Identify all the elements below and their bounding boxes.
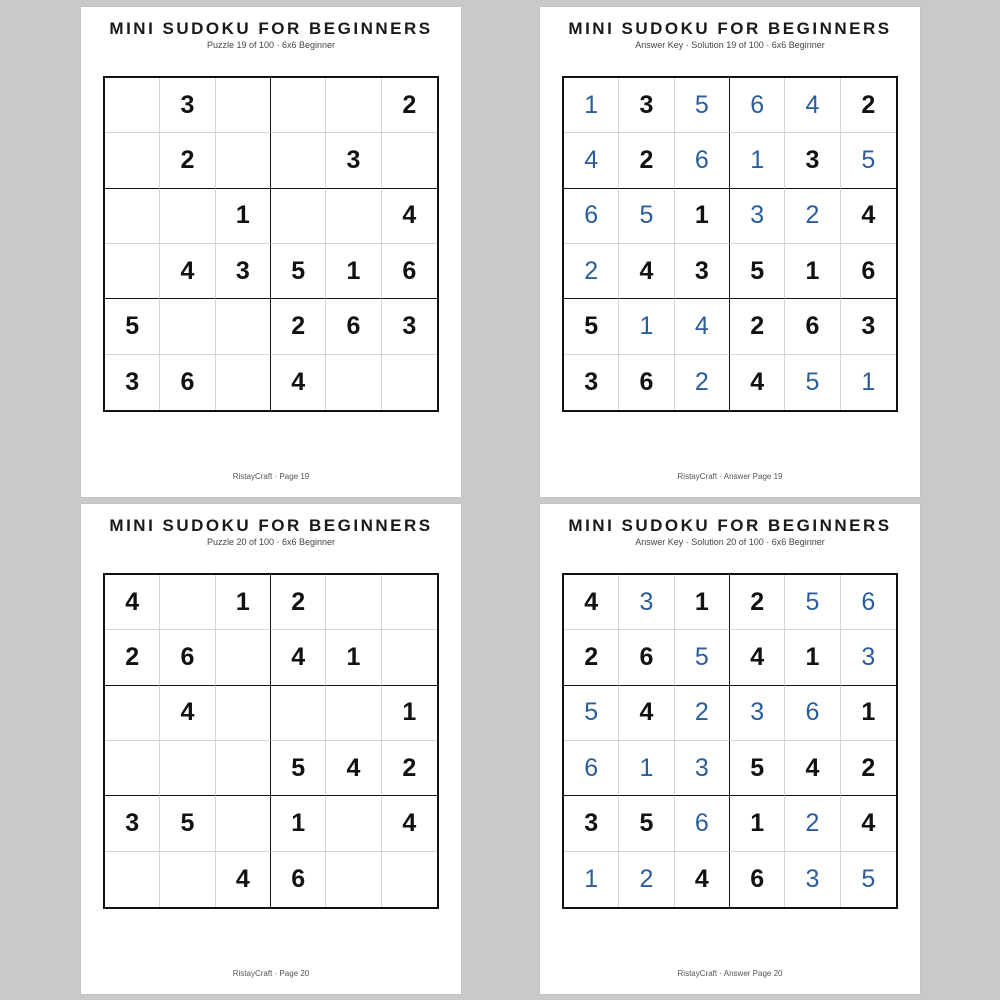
sudoku-cell-r3-c3: 1: [216, 189, 271, 244]
sudoku-grid: [103, 76, 439, 412]
sudoku-cell-r6-c3: 4: [675, 852, 730, 907]
sudoku-cell-r4-c5: 4: [326, 741, 381, 796]
sudoku-cell-r6-c3: 2: [675, 355, 730, 410]
sudoku-cell-r3-c2: 4: [619, 686, 674, 741]
sudoku-cell-r5-c2: [160, 299, 215, 354]
sudoku-cell-r6-c3: [216, 355, 271, 410]
sudoku-cell-r1-c6: 6: [841, 575, 896, 630]
sudoku-cell-r1-c3: 1: [216, 575, 271, 630]
sudoku-cell-r5-c3: 6: [675, 796, 730, 851]
sudoku-cell-r1-c5: [326, 575, 381, 630]
sudoku-cell-r4-c5: 1: [326, 244, 381, 299]
sudoku-cell-r2-c1: 2: [105, 630, 160, 685]
sudoku-cell-r4-c4: 5: [730, 244, 785, 299]
sudoku-cell-r4-c4: 5: [271, 244, 326, 299]
page-footer: RistayCraft · Answer Page 20: [677, 969, 783, 978]
sudoku-cell-r3-c2: 4: [160, 686, 215, 741]
page-footer: RistayCraft · Page 19: [232, 472, 310, 481]
sudoku-cell-r3-c5: [326, 189, 381, 244]
sudoku-cell-r6-c1: 3: [564, 355, 619, 410]
sudoku-cell-r4-c2: 4: [160, 244, 215, 299]
sudoku-cell-r4-c2: 1: [619, 741, 674, 796]
sudoku-cell-r4-c5: 4: [785, 741, 840, 796]
sudoku-cell-r2-c3: 5: [675, 630, 730, 685]
sudoku-cell-r6-c5: 3: [785, 852, 840, 907]
sudoku-cell-r4-c3: 3: [675, 741, 730, 796]
sudoku-cell-r1-c5: 4: [785, 78, 840, 133]
sudoku-cell-r4-c3: [216, 741, 271, 796]
sudoku-cell-r5-c2: 5: [160, 796, 215, 851]
sudoku-cell-r1-c2: 3: [160, 78, 215, 133]
sudoku-cell-r2-c1: 4: [564, 133, 619, 188]
sudoku-cell-r5-c4: 2: [271, 299, 326, 354]
page-title: MINI SUDOKU FOR BEGINNERS: [568, 19, 892, 38]
sudoku-cell-r4-c2: 4: [619, 244, 674, 299]
sudoku-cell-r5-c1: 5: [564, 299, 619, 354]
sudoku-cell-r5-c5: [326, 796, 381, 851]
sudoku-cell-r4-c6: 6: [841, 244, 896, 299]
sudoku-cell-r2-c2: 6: [619, 630, 674, 685]
sudoku-cell-r4-c3: 3: [216, 244, 271, 299]
sudoku-cell-r3-c3: [216, 686, 271, 741]
sudoku-cell-r4-c5: 1: [785, 244, 840, 299]
sudoku-cell-r1-c1: 4: [564, 575, 619, 630]
sudoku-cell-r4-c3: 3: [675, 244, 730, 299]
sudoku-cell-r5-c3: 4: [675, 299, 730, 354]
sudoku-cell-r4-c6: 2: [841, 741, 896, 796]
sudoku-grid: [103, 573, 439, 909]
sudoku-cell-r2-c4: [271, 133, 326, 188]
sudoku-cell-r5-c1: 3: [564, 796, 619, 851]
sudoku-cell-r1-c3: [216, 78, 271, 133]
sudoku-cell-r6-c6: 1: [861, 367, 876, 396]
sudoku-cell-r2-c4: 4: [730, 630, 785, 685]
sudoku-cell-r2-c3: [216, 630, 271, 685]
sudoku-cell-r4-c6: 6: [382, 244, 437, 299]
sudoku-cell-r6-c1: 3: [105, 355, 160, 410]
sudoku-cell-r5-c5: 6: [785, 299, 840, 354]
sudoku-cell-r5-c4: 1: [730, 796, 785, 851]
sudoku-cell-r2-c5: 1: [785, 630, 840, 685]
sudoku-cell-r4-c1: [105, 741, 160, 796]
sudoku-cell-r6-c4: 4: [730, 355, 785, 410]
sudoku-cell-r1-c2: [160, 575, 215, 630]
sudoku-cell-r4-c1: 2: [564, 244, 619, 299]
sudoku-cell-r4-c4: 5: [271, 741, 326, 796]
sudoku-cell-r3-c6: 4: [382, 189, 437, 244]
answer-page-19: [540, 7, 920, 497]
sudoku-cell-r6-c5: [326, 355, 381, 410]
sudoku-cell-r2-c2: 2: [619, 133, 674, 188]
sudoku-cell-r1-c4: 2: [730, 575, 785, 630]
sudoku-cell-r2-c1: [105, 133, 160, 188]
sudoku-cell-r2-c6: 5: [841, 133, 896, 188]
page-subtitle: Answer Key · Solution 19 of 100 · 6x6 Beginner: [635, 40, 825, 50]
sudoku-cell-r5-c4: 1: [271, 796, 326, 851]
sudoku-cell-r3-c1: [105, 189, 160, 244]
sudoku-cell-r6-c4: 6: [271, 852, 326, 907]
sudoku-cell-r5-c1: 5: [105, 299, 160, 354]
answer-page-20: [540, 504, 920, 994]
sudoku-cell-r6-c5: 5: [785, 355, 840, 410]
sudoku-cell-r2-c4: 1: [730, 133, 785, 188]
sudoku-cell-r3-c2: [160, 189, 215, 244]
sudoku-cell-r3-c4: [271, 686, 326, 741]
sudoku-cell-r3-c3: 1: [675, 189, 730, 244]
sudoku-cell-r6-c6: [382, 355, 437, 410]
sudoku-cell-r5-c3: [216, 796, 271, 851]
sudoku-cell-r6-c4: 4: [271, 355, 326, 410]
sudoku-cell-r2-c4: 4: [271, 630, 326, 685]
page-title: MINI SUDOKU FOR BEGINNERS: [109, 516, 433, 535]
sudoku-cell-r4-c1: [105, 244, 160, 299]
sudoku-solution-grid: [562, 573, 898, 909]
sudoku-cell-r3-c6: 1: [841, 686, 896, 741]
sudoku-cell-r6-c6: 5: [861, 864, 876, 893]
sudoku-cell-r2-c5: 3: [326, 133, 381, 188]
sudoku-cell-r6-c4: 6: [730, 852, 785, 907]
sudoku-cell-r2-c5: 3: [785, 133, 840, 188]
puzzle-page-20: [81, 504, 461, 994]
sudoku-cell-r4-c2: [160, 741, 215, 796]
sudoku-cell-r5-c6: 4: [841, 796, 896, 851]
sudoku-cell-r1-c4: [271, 78, 326, 133]
sudoku-cell-r1-c5: 5: [785, 575, 840, 630]
sudoku-cell-r1-c6: 2: [841, 78, 896, 133]
page-title: MINI SUDOKU FOR BEGINNERS: [109, 19, 433, 38]
sudoku-cell-r3-c4: 3: [730, 189, 785, 244]
sudoku-cell-r1-c4: 6: [730, 78, 785, 133]
sudoku-cell-r2-c3: 6: [675, 133, 730, 188]
sudoku-cell-r6-c1: [105, 852, 160, 907]
sudoku-cell-r3-c4: 3: [730, 686, 785, 741]
sudoku-cell-r3-c1: 5: [564, 686, 619, 741]
sudoku-cell-r5-c3: [216, 299, 271, 354]
sudoku-cell-r3-c5: 6: [785, 686, 840, 741]
sudoku-cell-r6-c1: 1: [564, 852, 619, 907]
puzzle-page-19: [81, 7, 461, 497]
sudoku-cell-r1-c2: 3: [619, 575, 674, 630]
sudoku-cell-r3-c1: [105, 686, 160, 741]
sudoku-cell-r3-c4: [271, 189, 326, 244]
sudoku-cell-r2-c2: 6: [160, 630, 215, 685]
sudoku-cell-r2-c6: [382, 630, 437, 685]
sudoku-cell-r5-c4: 2: [730, 299, 785, 354]
sudoku-cell-r1-c3: 1: [675, 575, 730, 630]
sudoku-cell-r4-c1: 6: [564, 741, 619, 796]
page-subtitle: Puzzle 20 of 100 · 6x6 Beginner: [206, 537, 336, 547]
sudoku-cell-r3-c6: 4: [841, 189, 896, 244]
sudoku-cell-r5-c2: 5: [619, 796, 674, 851]
page-footer: RistayCraft · Page 20: [232, 969, 310, 978]
sudoku-cell-r6-c2: 6: [619, 355, 674, 410]
page-subtitle: Answer Key · Solution 20 of 100 · 6x6 Beginner: [635, 537, 825, 547]
sudoku-cell-r2-c3: [216, 133, 271, 188]
sudoku-cell-r1-c1: [105, 78, 160, 133]
sudoku-cell-r6-c6: [382, 852, 437, 907]
sudoku-cell-r1-c4: 2: [271, 575, 326, 630]
sudoku-cell-r3-c5: 2: [785, 189, 840, 244]
sudoku-cell-r3-c6: 1: [382, 686, 437, 741]
sudoku-cell-r1-c1: 1: [564, 78, 619, 133]
sudoku-cell-r2-c1: 2: [564, 630, 619, 685]
sudoku-cell-r2-c6: 3: [841, 630, 896, 685]
sudoku-cell-r5-c5: 2: [785, 796, 840, 851]
sudoku-cell-r3-c1: 6: [564, 189, 619, 244]
sudoku-cell-r4-c6: 2: [382, 741, 437, 796]
sudoku-cell-r6-c2: 6: [160, 355, 215, 410]
sudoku-cell-r1-c6: 2: [382, 78, 437, 133]
page-title: MINI SUDOKU FOR BEGINNERS: [568, 516, 892, 535]
sudoku-cell-r2-c6: [382, 133, 437, 188]
sudoku-cell-r2-c5: 1: [326, 630, 381, 685]
sudoku-cell-r3-c5: [326, 686, 381, 741]
sudoku-cell-r1-c2: 3: [619, 78, 674, 133]
sudoku-solution-grid: [562, 76, 898, 412]
sudoku-cell-r1-c5: [326, 78, 381, 133]
sudoku-cell-r5-c1: 3: [105, 796, 160, 851]
sudoku-cell-r5-c2: 1: [619, 299, 674, 354]
sudoku-cell-r1-c3: 5: [675, 78, 730, 133]
sudoku-cell-r5-c5: 6: [326, 299, 381, 354]
sudoku-cell-r6-c5: [326, 852, 381, 907]
sudoku-cell-r5-c6: 3: [382, 299, 437, 354]
sudoku-cell-r1-c1: 4: [105, 575, 160, 630]
page-subtitle: Puzzle 19 of 100 · 6x6 Beginner: [206, 40, 336, 50]
sudoku-cell-r5-c6: 3: [841, 299, 896, 354]
sudoku-cell-r6-c3: 4: [216, 852, 271, 907]
page-footer: RistayCraft · Answer Page 19: [677, 472, 783, 481]
sudoku-cell-r6-c2: 2: [619, 852, 674, 907]
sudoku-cell-r2-c2: 2: [160, 133, 215, 188]
sudoku-cell-r5-c6: 4: [382, 796, 437, 851]
sudoku-cell-r1-c6: [382, 575, 437, 630]
sudoku-cell-r4-c4: 5: [730, 741, 785, 796]
sudoku-cell-r3-c3: 2: [675, 686, 730, 741]
sudoku-cell-r3-c2: 5: [619, 189, 674, 244]
sudoku-cell-r6-c2: [160, 852, 215, 907]
